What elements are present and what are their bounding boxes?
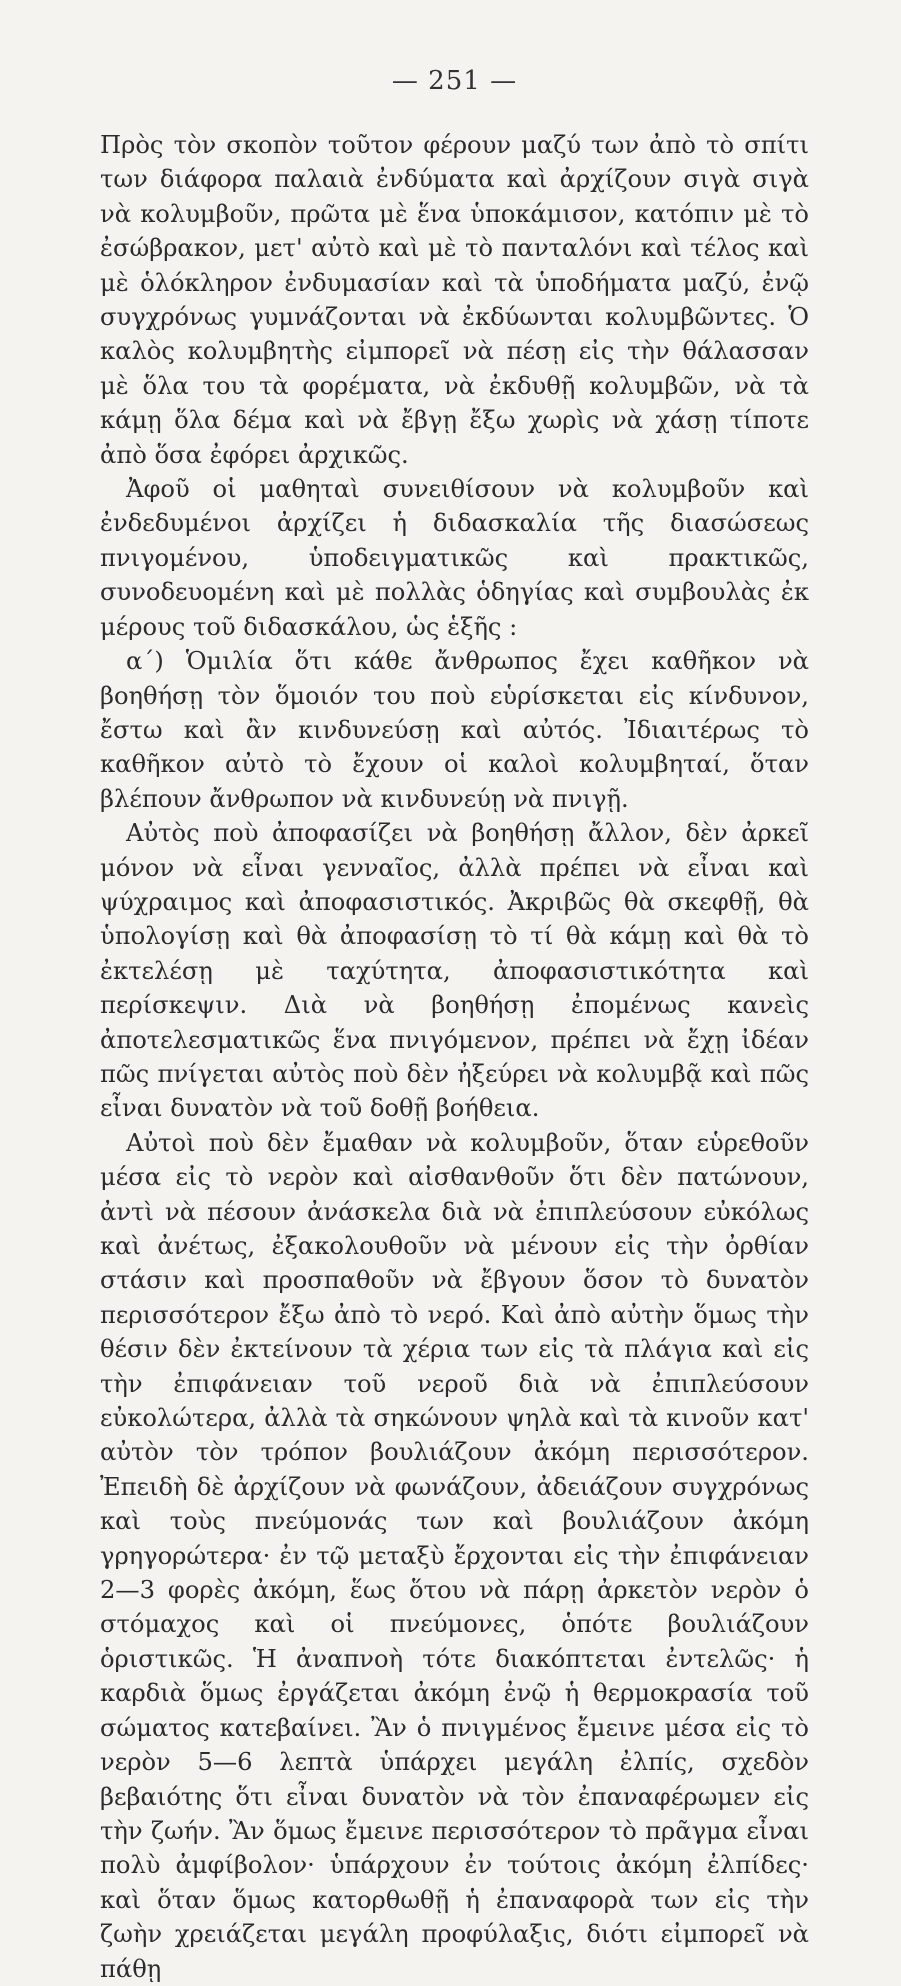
paragraph-3: α΄) Ὁμιλία ὅτι κάθε ἄνθρωπος ἔχει καθῆκον νὰ βοηθήσῃ τὸν ὅμοιόν του ποὺ εὑρίσκεται εἰς κίνδυνον, ἔστω καὶ ἂν κινδυνεύσῃ καὶ αὐτός. Ἰδιαιτέρως τὸ καθῆκον αὐτὸ τὸ ἔχουν οἱ καλοὶ κολυμβηταί, ὅταν βλέπουν ἄνθρωπον νὰ κινδυνεύῃ νὰ πνιγῇ.: [100, 647, 809, 813]
paragraph-2: Ἀφοῦ οἱ μαθηταὶ συνειθίσουν νὰ κολυμβοῦν καὶ ἐνδεδυμένοι ἀρχίζει ἡ διδασκαλία τῆς διασώσεως πνιγομένου, ὑποδειγματικῶς καὶ πρακτικῶς, συνοδευομένη καὶ μὲ πολλὰς ὁδηγίας καὶ συμβουλὰς ἐκ μέρους τοῦ διδασκάλου, ὡς ἑξῆς :: [100, 475, 809, 641]
page-number: — 251 —: [391, 66, 518, 96]
paragraph-4: Αὐτὸς ποὺ ἀποφασίζει νὰ βοηθήσῃ ἄλλον, δὲν ἀρκεῖ μόνον νὰ εἶναι γενναῖος, ἀλλὰ πρέπει νὰ εἶναι καὶ ψύχραιμος καὶ ἀποφασιστικός. Ἀκριβῶς θὰ σκεφθῇ, θὰ ὑπολογίσῃ καὶ θὰ ἀποφασίσῃ τὸ τί θὰ κάμῃ καὶ θὰ τὸ ἐκτελέσῃ μὲ ταχύτητα, ἀποφασιστικότητα καὶ περίσκεψιν. Διὰ νὰ βοηθήσῃ ἐπομένως κανεὶς ἀποτελεσματικῶς ἕνα πνιγόμενον, πρέπει νὰ ἔχῃ ἰδέαν πῶς πνίγεται αὐτὸς ποὺ δὲν ἠξεύρει νὰ κολυμβᾷ καὶ πῶς εἶναι δυνατὸν νὰ τοῦ δοθῇ βοήθεια.: [100, 819, 809, 1123]
paragraph-1: Πρὸς τὸν σκοπὸν τοῦτον φέρουν μαζύ των ἀπὸ τὸ σπίτι των διάφορα παλαιὰ ἐνδύματα καὶ ἀρχίζουν σιγὰ σιγὰ νὰ κολυμβοῦν, πρῶτα μὲ ἕνα ὑποκάμισον, κατόπιν μὲ τὸ ἐσώβρακον, μετ' αὐτὸ καὶ μὲ τὸ πανταλόνι καὶ τέλος καὶ μὲ ὁλόκληρον ἐνδυμασίαν καὶ τὰ ὑποδήματα μαζύ, ἐνῷ συγχρόνως γυμνάζονται νὰ ἐκδύωνται κολυμβῶντες. Ὁ καλὸς κολυμβητὴς εἰμπορεῖ νὰ πέσῃ εἰς τὴν θάλασσαν μὲ ὅλα του τὰ φορέματα, νὰ ἐκδυθῇ κολυμβῶν, νὰ τὰ κάμῃ ὅλα δέμα καὶ νὰ ἔβγῃ ἔξω χωρὶς νὰ χάσῃ τίποτε ἀπὸ ὅσα ἐφόρει ἀρχικῶς.: [100, 131, 809, 469]
paragraph-5: Αὐτοὶ ποὺ δὲν ἔμαθαν νὰ κολυμβοῦν, ὅταν εὑρεθοῦν μέσα εἰς τὸ νερὸν καὶ αἰσθανθοῦν ὅτι δὲν πατώνουν, ἀντὶ νὰ πέσουν ἀνάσκελα διὰ νὰ ἐπιπλεύσουν εὐκόλως καὶ ἀνέτως, ἐξακολουθοῦν νὰ μένουν εἰς τὴν ὀρθίαν στάσιν καὶ προσπαθοῦν νὰ ἔβγουν ὅσον τὸ δυνατὸν περισσότερον ἔξω ἀπὸ τὸ νερό. Καὶ ἀπὸ αὐτὴν ὅμως τὴν θέσιν δὲν ἐκτείνουν τὰ χέρια των εἰς τὰ πλάγια καὶ εἰς τὴν ἐπιφάνειαν τοῦ νεροῦ διὰ νὰ ἐπιπλεύσουν εὐκολώτερα, ἀλλὰ τὰ σηκώνουν ψηλὰ καὶ τὰ κινοῦν κατ' αὐτὸν τὸν τρόπον βουλιάζουν ἀκόμη περισσότερον. Ἐπειδὴ δὲ ἀρχίζουν νὰ φωνάζουν, ἀδειάζουν συγχρόνως καὶ τοὺς πνεύμονάς των καὶ βουλιάζουν ἀκόμη γρηγορώτερα· ἐν τῷ μεταξὺ ἔρχονται εἰς τὴν ἐπιφάνειαν 2—3 φορὲς ἀκόμη, ἕως ὅτου νὰ πάρῃ ἀρκετὸν νερὸν ὁ στόμαχος καὶ οἱ πνεύμονες, ὁπότε βουλιάζουν ὁριστικῶς. Ἡ ἀναπνοὴ τότε διακόπτεται ἐντελῶς· ἡ καρδιὰ ὅμως ἐργάζεται ἀκόμη ἐνῷ ἡ θερμοκρασία τοῦ σώματος κατεβαίνει. Ἂν ὁ πνιγμένος ἔμεινε μέσα εἰς τὸ νερὸν 5—6 λεπτὰ ὑπάρχει μεγάλη ἐλπίς, σχεδὸν βεβαιότης ὅτι εἶναι δυνατὸν νὰ τὸν ἐπαναφέρωμεν εἰς τὴν ζωήν. Ἂν ὅμως ἔμεινε περισσότερον τὸ πρᾶγμα εἶναι πολὺ ἀμφίβολον· ὑπάρχουν ἐν τούτοις ἀκόμη ἐλπίδες· καὶ ὅταν ὅμως κατορθωθῇ ἡ ἐπαναφορὰ των εἰς τὴν ζωὴν χρειάζεται μεγάλη προφύλαξις, διότι εἰμπορεῖ νὰ πάθῃ: [100, 1128, 809, 1983]
